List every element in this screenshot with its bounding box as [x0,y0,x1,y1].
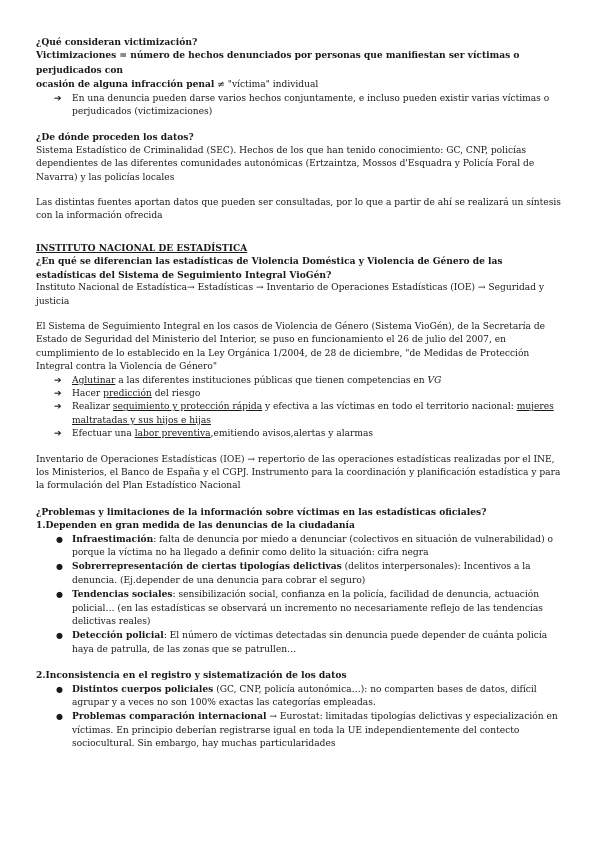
sources-paragraph: Las distintas fuentes aportan datos que pueden ser consultadas, por lo que a partir de ahí se realizará un síntesis con la información ofrecida [36,198,561,222]
list-item: ➔ Aglutinar a las diferentes instituciones públicas que tienen competencias en VG [36,375,564,388]
definition-paragraph: Victimizaciones = número de hechos denunciados por personas que manifiestan ser víctimas o perjudicados con ocasión de alguna infracción penal ≠ "víctima" individual [36,50,520,91]
limitation-list-2 [36,683,564,752]
question-victimization: ¿Qué consideran victimización? [36,37,198,48]
list-item: ● Problemas comparación internacional → Eurostat: limitadas tipologías delictivas y especialización en víctimas. En principio deberían registrarse igual en toda la UE independientemente del contecto sociocultural. Sin embargo, hay muchas particularidades [56,711,558,750]
list-item: ● Infraestimación: falta de denuncia por miedo a denunciar (colectivos en situación de vulnerabilidad) o porque la víctima no ha llegado a definir como delito la situación: cifra negra [56,533,554,558]
arrow-icon: ➔ [54,375,62,386]
arrow-icon: ➔ [54,388,62,399]
sec-paragraph: Sistema Estadístico de Criminalidad (SEC). Hechos de los que han tenido conocimiento: GC, CNP, policías dependientes de las diferentes comunidades autonómicas (Ertzaintza, Mossos d'Esquadra y Policía Foral de Navarra) y las policías locales [36,145,535,183]
question-data-source: ¿De dónde proceden los datos? [36,132,194,144]
list-item: ➔ Hacer predicción del riesgo [36,388,564,401]
list-item: ➔ Efectuar una labor preventiva,emitiendo avisos,alertas y alarmas [36,428,564,441]
arrow-icon: ➔ [54,429,62,440]
limitation-heading-2: 2.Inconsistencia en el registro y sistematización de los datos [36,670,347,682]
arrow-icon: ➔ [54,93,62,104]
section-heading-ine: INSTITUTO NACIONAL DE ESTADÍSTICA [36,242,248,254]
list-item: ➔ En una denuncia pueden darse varios hechos conjuntamente, e incluso pueden existir varias víctimas o perjudicados (victimizaciones) [54,93,550,118]
bullet-icon: ● [56,712,63,722]
question-viogen: ¿En qué se diferencian las estadísticas de Violencia Doméstica y Violencia de Género de las estadísticas del Sistema de Seguimiento Integral VioGén? [36,256,503,281]
list-item: ● Sobrerrepresentación de ciertas tipologías delictivas (delitos interpersonales): Incentivos a la denuncia. (Ej.depender de una denuncia para cobrar el seguro) [56,561,531,586]
viogen-paragraph: El Sistema de Seguimiento Integral en los casos de Violencia de Género (Sistema VioGén), de la Secretaría de Estado de Seguridad del Ministerio del Interior, se puso en funcionamiento el 26 de julio del 2007, en cumplimiento de lo establecido en la Ley Orgánica 1/2004, de 28 de diciembre, "de Medidas de Protección Integral contra la Violencia de Género" [36,321,546,373]
bullet-icon: ● [56,562,63,572]
bullet-icon: ● [56,631,63,641]
bullet-icon: ● [56,684,63,694]
question-limitations: ¿Problemas y limitaciones de la información sobre víctimas en las estadísticas oficiales? [36,506,487,518]
list-item: ● Distintos cuerpos policiales (GC, CNP, policía autonómica…): no comparten bases de datos, difícil agrupar y a veces no son 100% exactas las categorías empleadas. [56,683,537,709]
viogen-bullets [36,375,564,442]
bullet-icon: ● [56,590,63,600]
definition-bullets [36,93,564,120]
ioe-paragraph: Inventario de Operaciones Estadísticas (IOE) → repertorio de las operaciones estadísticas realizadas por el INE, los Ministerios, el Banco de España y el CGPJ. Instrumento para la coordinación y planificación estadística y para la formulación del Plan Estadístico Nacional [36,454,561,492]
limitation-list-1 [36,533,564,658]
limitation-heading-1: 1.Dependen en gran medida de las denuncias de la ciudadanía [36,520,355,532]
list-item: ● Tendencias sociales: sensibilización social, confianza en la policía, facilidad de denuncia, actuación policial… (en las estadísticas se observará un incremento no necesariamente reflejo de las tendencias delictivas reales) [56,589,543,628]
ine-path: Instituto Nacional de Estadística→ Estadísticas → Inventario de Operaciones Estadísticas (IOE) → Seguridad y justicia [36,283,545,307]
list-item: ● Detección policial: El número de víctimas detectadas sin denuncia puede depender de cuánta policía haya de patrulla, de las zonas que se patrullen… [56,630,548,655]
arrow-icon: ➔ [54,402,62,413]
bullet-icon: ● [56,534,63,544]
list-item: ➔ Realizar seguimiento y protección rápida y efectiva a las víctimas en todo el territorio nacional: mujeres maltratadas y sus hijos e hijas [54,402,554,426]
